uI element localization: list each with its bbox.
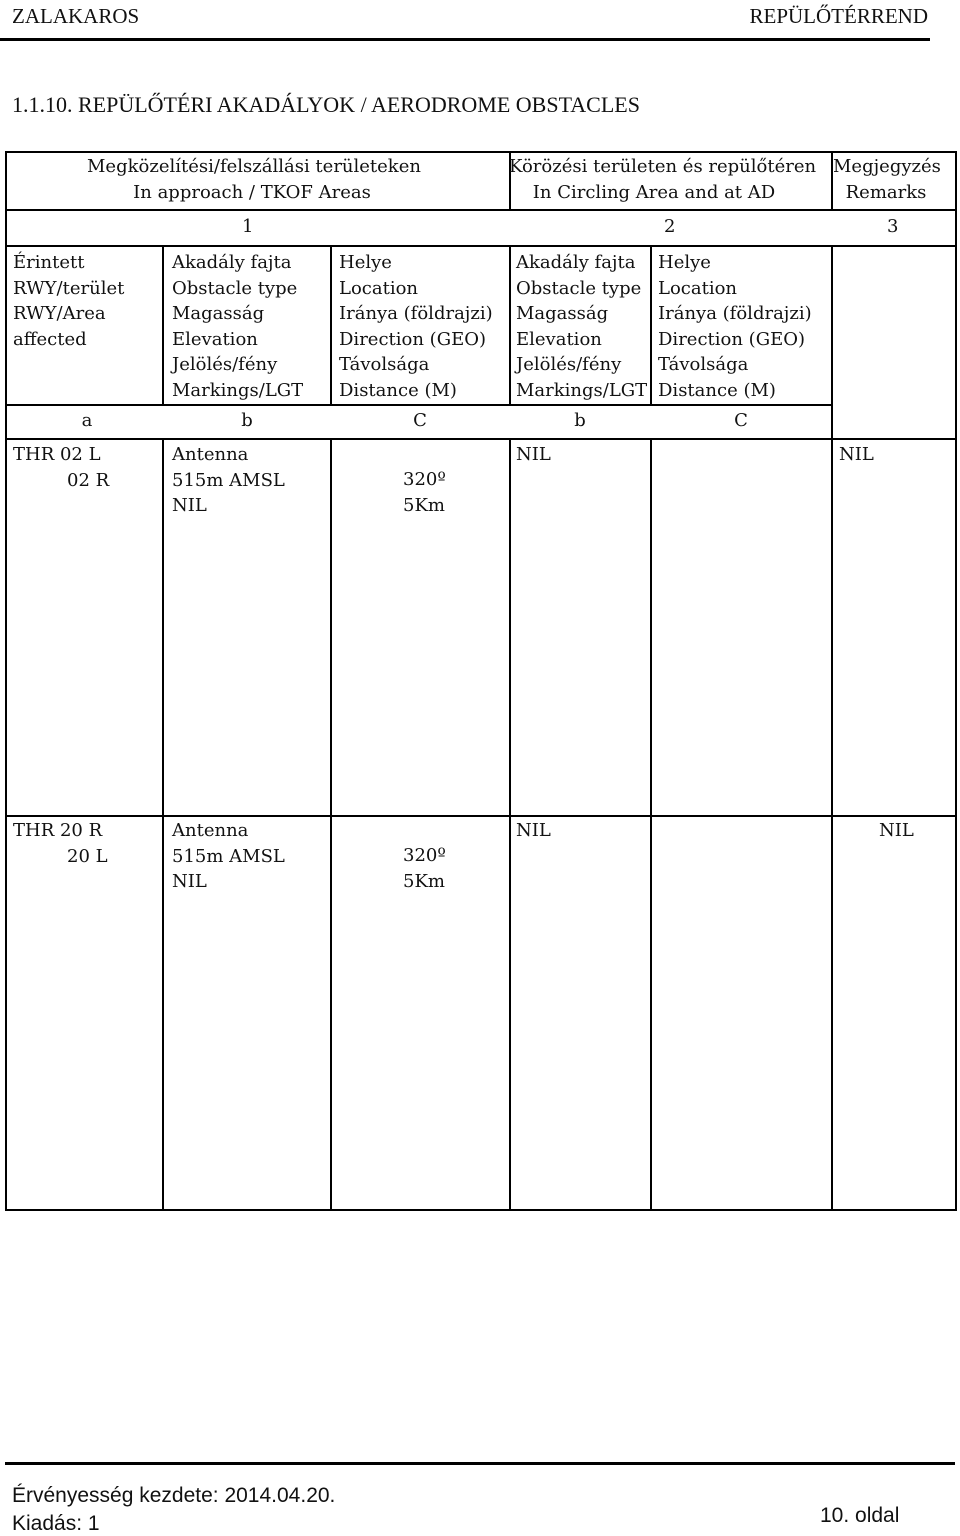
heading-approach: Megközelítési/felszállási területeken In approach / TKOF Areas	[87, 156, 421, 203]
footer-edition: Kiadás: 1	[12, 1512, 100, 1535]
sub-letter-c-approach: C	[413, 410, 427, 431]
column-number-2: 2	[664, 216, 676, 237]
rule-under-colheads	[7, 404, 831, 406]
colhead-obstacle-approach: Akadály fajta Obstacle type Magasság Elevation Jelölés/fény Markings/LGT	[172, 252, 304, 401]
sub-letter-a: a	[81, 410, 93, 431]
rule-under-groups	[7, 209, 955, 211]
row-1-remarks: NIL	[839, 444, 874, 465]
footer-validity: Érvényesség kezdete: 2014.04.20.	[12, 1484, 336, 1507]
rule-col-2b	[330, 438, 332, 1209]
row-1-rwy: THR 02 L 02 R	[13, 444, 110, 491]
row-2-remarks: NIL	[879, 820, 914, 841]
rule-col-1b	[162, 438, 164, 1209]
rule-remarks-divider	[831, 245, 833, 1209]
row-2-rwy: THR 20 R 20 L	[13, 820, 108, 867]
footer-rule	[5, 1462, 955, 1465]
row-2-location: 320º 5Km	[403, 845, 446, 892]
section-title: 1.1.10. REPÜLŐTÉRI AKADÁLYOK / AERODROME OBSTACLES	[12, 92, 640, 117]
rule-under-letters	[7, 438, 955, 440]
page-header	[0, 0, 930, 41]
column-number-1: 1	[242, 216, 254, 237]
heading-circling: Körözési területen és repülőtéren In Circling Area and at AD	[509, 156, 817, 203]
sub-letter-b-circling: b	[574, 410, 586, 431]
rule-col-3a	[509, 245, 511, 404]
sub-letter-c-circling: C	[734, 410, 748, 431]
column-number-3: 3	[887, 216, 899, 237]
row-2-obstacle: Antenna 515m AMSL NIL	[172, 820, 285, 892]
row-1-circling: NIL	[516, 444, 551, 465]
rule-col-3b	[509, 438, 511, 1209]
colhead-obstacle-circling: Akadály fajta Obstacle type Magasság Elevation Jelölés/fény Markings/LGT	[516, 252, 648, 401]
rule-col-4a	[650, 245, 652, 404]
heading-remarks: Megjegyzés Remarks	[833, 156, 941, 203]
row-1-obstacle: Antenna 515m AMSL NIL	[172, 444, 285, 516]
row-1-location: 320º 5Km	[403, 469, 446, 516]
footer-page-number: 10. oldal	[820, 1504, 900, 1527]
header-aerodrome-name: ZALAKAROS	[12, 4, 140, 28]
obstacles-table	[5, 151, 957, 1211]
colhead-location-circling: Helye Location Iránya (földrajzi) Direction (GEO) Távolsága Distance (M)	[658, 252, 812, 401]
colhead-location-approach: Helye Location Iránya (földrajzi) Direction (GEO) Távolsága Distance (M)	[339, 252, 493, 401]
rule-between-rows	[7, 815, 955, 817]
rule-under-numbers	[7, 245, 955, 247]
rule-col-1a	[162, 245, 164, 404]
rule-col-2a	[330, 245, 332, 404]
header-document-name: REPÜLŐTÉRREND	[749, 4, 928, 28]
sub-letter-b-approach: b	[241, 410, 253, 431]
colhead-affected: Érintett RWY/terület RWY/Area affected	[13, 252, 125, 350]
row-2-circling: NIL	[516, 820, 551, 841]
rule-col-4b	[650, 438, 652, 1209]
